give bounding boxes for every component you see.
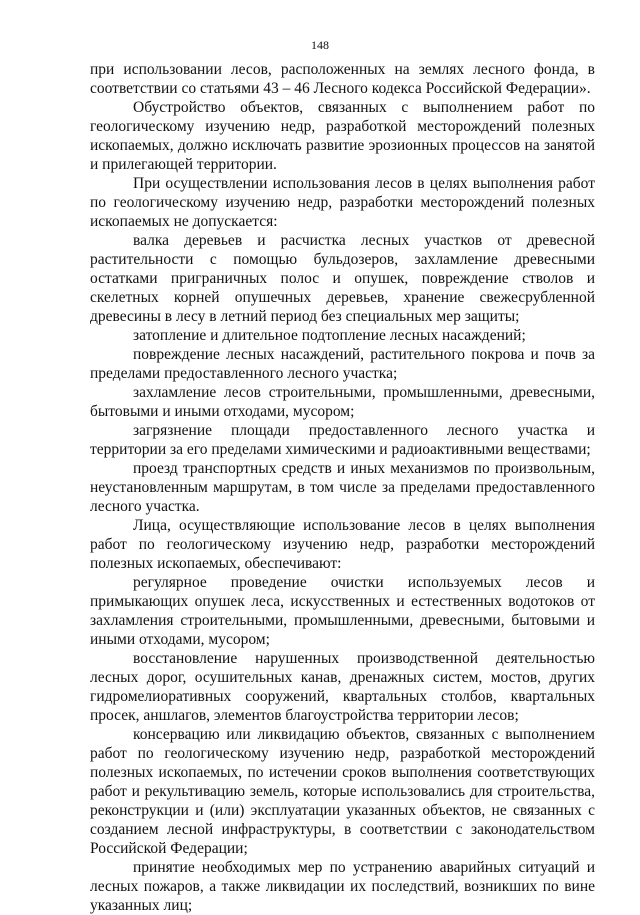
paragraph-obligations-intro: Лица, осуществляющие использование лесов в целях выполнения работ по геологическому изучению недр, разработки месторождений полезных ископаемых, обеспечивают:: [90, 517, 595, 572]
list-item-tree-felling: валка деревьев и расчистка лесных участков от древесной растительности с помощью бульдозеров, захламление древесными остатками приграничных полос и опушек, повреждение стволов и скелетных корней опушечных деревьев, хранение свежесрубленной древесины в лесу в летний период без специальных мер защиты;: [90, 232, 595, 325]
list-item-vehicle-passage: проезд транспортных средств и иных механизмов по произвольным, неустановленным маршрутам, в том числе за пределами предоставленного лесного участка.: [90, 460, 595, 515]
page-number: 148: [311, 38, 329, 52]
list-item-emergency-measures: принятие необходимых мер по устранению аварийных ситуаций и лесных пожаров, а также ликвидации их последствий, возникших по вине указанных лиц;: [90, 859, 595, 914]
paragraph-prohibitions-intro: При осуществлении использования лесов в целях выполнения работ по геологическому изучению недр, разработки месторождений полезных ископаемых не допускается:: [90, 175, 595, 230]
document-body: [90, 60, 595, 915]
paragraph-erosion-requirement: Обустройство объектов, связанных с выполнением работ по геологическому изучению недр, разработкой месторождений полезных ископаемых, должно исключать развитие эрозионных процессов на занятой и прилегающей территории.: [90, 99, 595, 173]
paragraph-continuation: при использовании лесов, расположенных на землях лесного фонда, в соответствии со статьями 43 – 46 Лесного кодекса Российской Федерации».: [90, 61, 595, 97]
list-item-pollution: загрязнение площади предоставленного лесного участка и территории за его пределами химическими и радиоактивными веществами;: [90, 422, 595, 458]
list-item-restoration: восстановление нарушенных производственной деятельностью лесных дорог, осушительных канав, дренажных систем, мостов, других гидромелиоративных сооружений, квартальных столбов, квартальных просек, аншлагов, элементов благоустройства территории лесов;: [90, 650, 595, 724]
list-item-flooding: затопление и длительное подтопление лесных насаждений;: [133, 327, 526, 344]
list-item-littering: захламление лесов строительными, промышленными, древесными, бытовыми и иными отходами, мусором;: [90, 384, 595, 420]
list-item-cleaning: регулярное проведение очистки используемых лесов и примыкающих опушек леса, искусственных и естественных водотоков от захламления строительными, промышленными, древесными, бытовыми и иными отходами, мусором;: [90, 574, 595, 648]
list-item-conservation: консервацию или ликвидацию объектов, связанных с выполнением работ по геологическому изучению недр, разработкой месторождений полезных ископаемых, по истечении сроков выполнения соответствующих работ и рекультивацию земель, которые использовались для строительства, реконструкции и (или) эксплуатации указанных объектов, не связанных с созданием лесной инфраструктуры, в соответствии с законодательством Российской Федерации;: [90, 726, 595, 857]
list-item-damage: повреждение лесных насаждений, растительного покрова и почв за пределами предоставленного лесного участка;: [90, 346, 595, 382]
